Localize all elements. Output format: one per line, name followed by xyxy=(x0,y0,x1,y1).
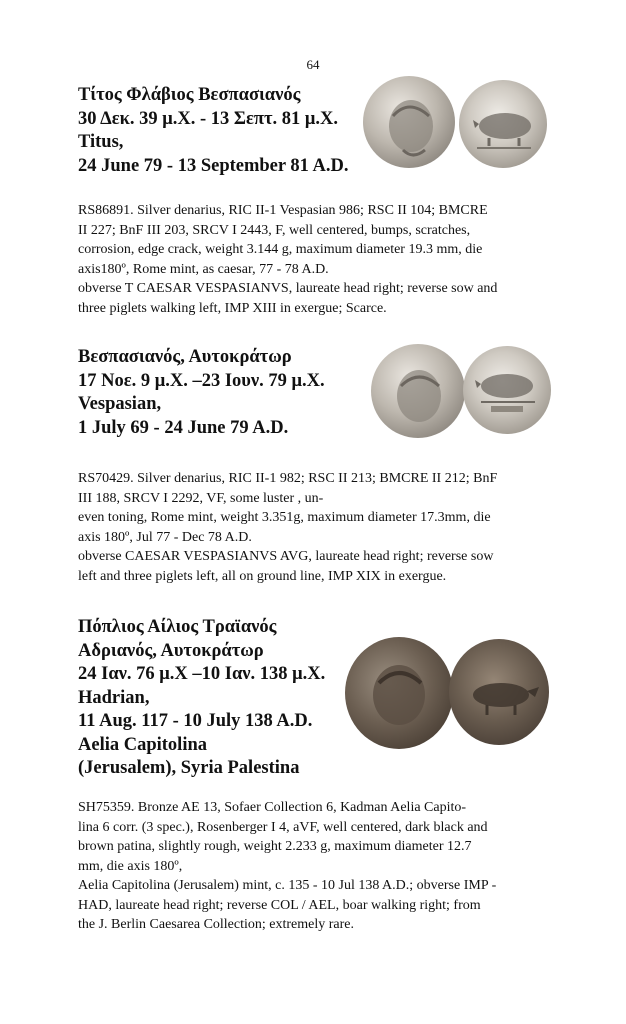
body-line: the J. Berlin Caesarea Collection; extremely rare. xyxy=(78,917,355,932)
section-body-hadrian xyxy=(78,798,548,935)
body-line: three piglets walking left, IMP XIII in exergue; Scarce. xyxy=(78,300,387,316)
heading-line: Aelia Capitolina xyxy=(78,734,207,755)
laureate-head-icon xyxy=(345,637,453,749)
heading-line: Titus, xyxy=(78,132,124,152)
section-heading-vespasian xyxy=(78,346,325,440)
heading-line: Αδριανός, Αυτοκράτωρ xyxy=(78,640,264,661)
coin-image-hadrian xyxy=(345,631,551,757)
body-line: RS70429. Silver denarius, RIC II-1 982; RSC II 213; BMCRE II 212; BnF xyxy=(78,471,498,486)
heading-line: 17 Νοε. 9 μ.Χ. –23 Ιουν. 79 μ.Χ. xyxy=(78,370,325,391)
body-line: RS86891. Silver denarius, RIC II-1 Vespasian 986; RSC II 104; BMCRE xyxy=(78,203,488,218)
body-line: obverse T CAESAR VESPASIANVS, laureate head right; reverse sow and xyxy=(78,281,498,296)
body-line: III 188, SRCV I 2292, VF, some luster , un- xyxy=(78,490,324,506)
coin-reverse xyxy=(459,80,547,168)
boar-icon xyxy=(449,639,549,745)
body-line: II 227; BnF III 203, SRCV I 2443, F, well centered, bumps, scratches, xyxy=(78,222,471,238)
coin-obverse xyxy=(345,637,453,749)
body-line: left and three piglets left, all on ground line, IMP XIX in exergue. xyxy=(78,568,447,584)
section-body-titus xyxy=(78,201,548,318)
laureate-head-icon xyxy=(371,344,465,438)
laureate-head-icon xyxy=(363,76,455,168)
body-line: mm, die axis 180º, xyxy=(78,858,183,874)
heading-line: 1 July 69 - 24 June 79 A.D. xyxy=(78,417,289,438)
coin-obverse xyxy=(371,344,465,438)
body-line: obverse CAESAR VESPASIANVS AVG, laureate head right; reverse sow xyxy=(78,549,494,564)
heading-line: Πόπλιος Αίλιος Τραϊανός xyxy=(78,617,277,637)
body-line: lina 6 corr. (3 spec.), Rosenberger I 4, aVF, well centered, dark black and xyxy=(78,819,488,835)
heading-line: Τίτος Φλάβιος Βεσπασιανός xyxy=(78,85,301,105)
body-line: HAD, laureate head right; reverse COL / AEL, boar walking right; from xyxy=(78,897,481,913)
section-body-vespasian xyxy=(78,469,548,586)
heading-line: Βεσπασιανός, Αυτοκράτωρ xyxy=(78,347,292,367)
heading-line: Hadrian, xyxy=(78,687,150,708)
heading-line: 24 Ιαν. 76 μ.Χ –10 Ιαν. 138 μ.Χ. xyxy=(78,664,326,684)
body-line: axis180º, Rome mint, as caesar, 77 - 78 A.D. xyxy=(78,261,329,277)
coin-reverse xyxy=(449,639,549,745)
heading-line: 30 Δεκ. 39 μ.Χ. - 13 Σεπτ. 81 μ.Χ. xyxy=(78,108,339,129)
heading-line: 11 Aug. 117 - 10 July 138 A.D. xyxy=(78,711,313,731)
coin-image-titus xyxy=(363,72,549,172)
body-line: corrosion, edge crack, weight 3.144 g, maximum diameter 19.3 mm, die xyxy=(78,242,483,257)
coin-reverse xyxy=(463,346,551,434)
sow-icon xyxy=(463,346,551,434)
page-number: 64 xyxy=(306,57,320,72)
sow-icon xyxy=(459,80,547,168)
section-heading-titus xyxy=(78,84,348,178)
coin-obverse xyxy=(363,76,455,168)
coin-image-vespasian xyxy=(371,340,551,444)
heading-line: 24 June 79 - 13 September 81 A.D. xyxy=(78,155,349,176)
section-heading-hadrian xyxy=(78,616,325,781)
body-line: SH75359. Bronze AE 13, Sofaer Collection 6, Kadman Aelia Capito- xyxy=(78,800,467,815)
heading-line: Vespasian, xyxy=(78,394,162,414)
body-line: even toning, Rome mint, weight 3.351g, maximum diameter 17.3mm, die xyxy=(78,510,491,525)
body-line: brown patina, slightly rough, weight 2.233 g, maximum diameter 12.7 xyxy=(78,839,472,854)
body-line: axis 180º, Jul 77 - Dec 78 A.D. xyxy=(78,529,252,545)
body-line: Aelia Capitolina (Jerusalem) mint, c. 135 - 10 Jul 138 A.D.; obverse IMP - xyxy=(78,878,497,893)
heading-line: (Jerusalem), Syria Palestina xyxy=(78,758,300,778)
